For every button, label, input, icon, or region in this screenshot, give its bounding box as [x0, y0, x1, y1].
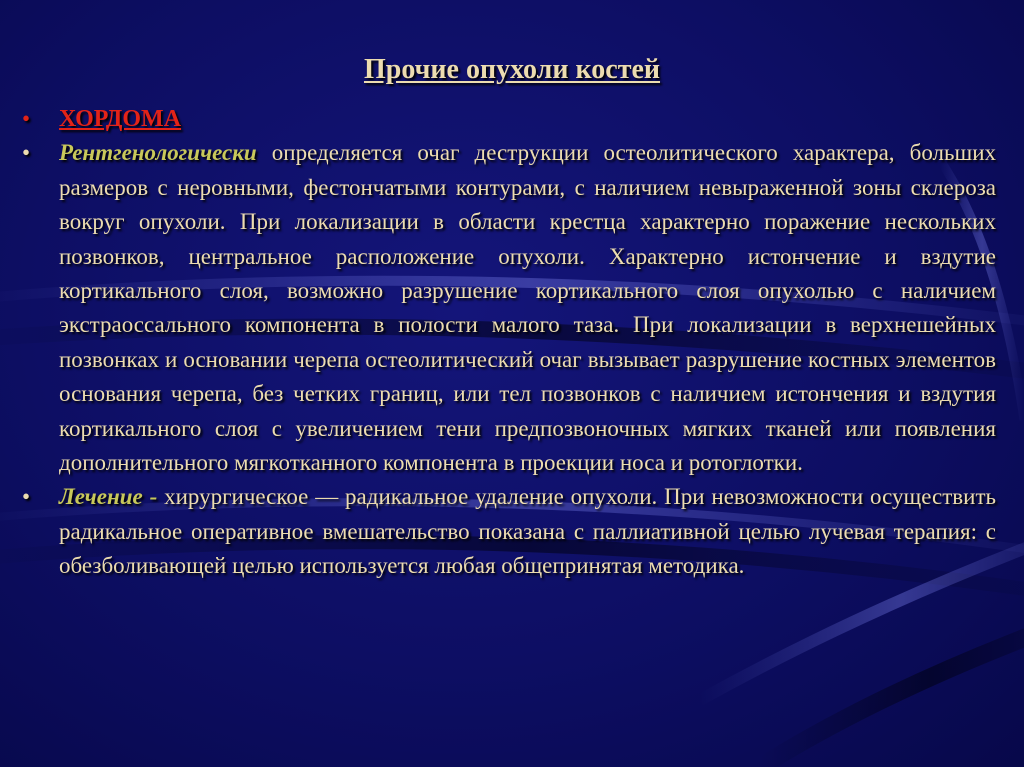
streak	[760, 610, 1024, 767]
radiology-text: определяется очаг деструкции остеолитического характера, больших размеров с неровными, фестончатыми контурами, с наличием невыраженной зоны склероза вокруг опухоли. При локализации в области крестца характерно поражение нескольких позвонков, центральное расположение опухоли. Характерно истончение и вздутие кортикального слоя, возможно разрушение кортикального слоя опухолью с наличием экстраоссального компонента в полости малого таза. При локализации в верхнешейных позвонках и основании черепа остеолитический очаг вызывает разрушение костных элементов основания черепа, без четких границ, или тел позвонков с наличием истончения и вздутия кортикального слоя с увеличением тени предпозвоночных мягких тканей или появления дополнительного мягкотканного компонента в проекции носа и ротоглотки.	[59, 140, 996, 476]
treatment-text: хирургическое — радикальное удаление опухоли. При невозможности осуществить радикальное оперативное вмешательство показана с паллиативной целью лучевая терапия: с обезболивающей целью используется любая общепринятая методика.	[59, 484, 996, 579]
bullet-marker: •	[22, 106, 31, 131]
term-radiology: Рентгенологически	[59, 140, 257, 166]
bullet-marker: •	[22, 140, 31, 166]
bullet-marker: •	[22, 484, 31, 510]
term-treatment: Лечение -	[59, 484, 158, 510]
section-heading: ХОРДОМА	[59, 106, 182, 132]
bullet-treatment	[22, 480, 996, 583]
slide-title: Прочие опухоли костей	[363, 54, 661, 85]
bullet-radiology	[22, 136, 996, 480]
bullet-heading	[22, 102, 996, 136]
bullet-list	[22, 102, 996, 584]
